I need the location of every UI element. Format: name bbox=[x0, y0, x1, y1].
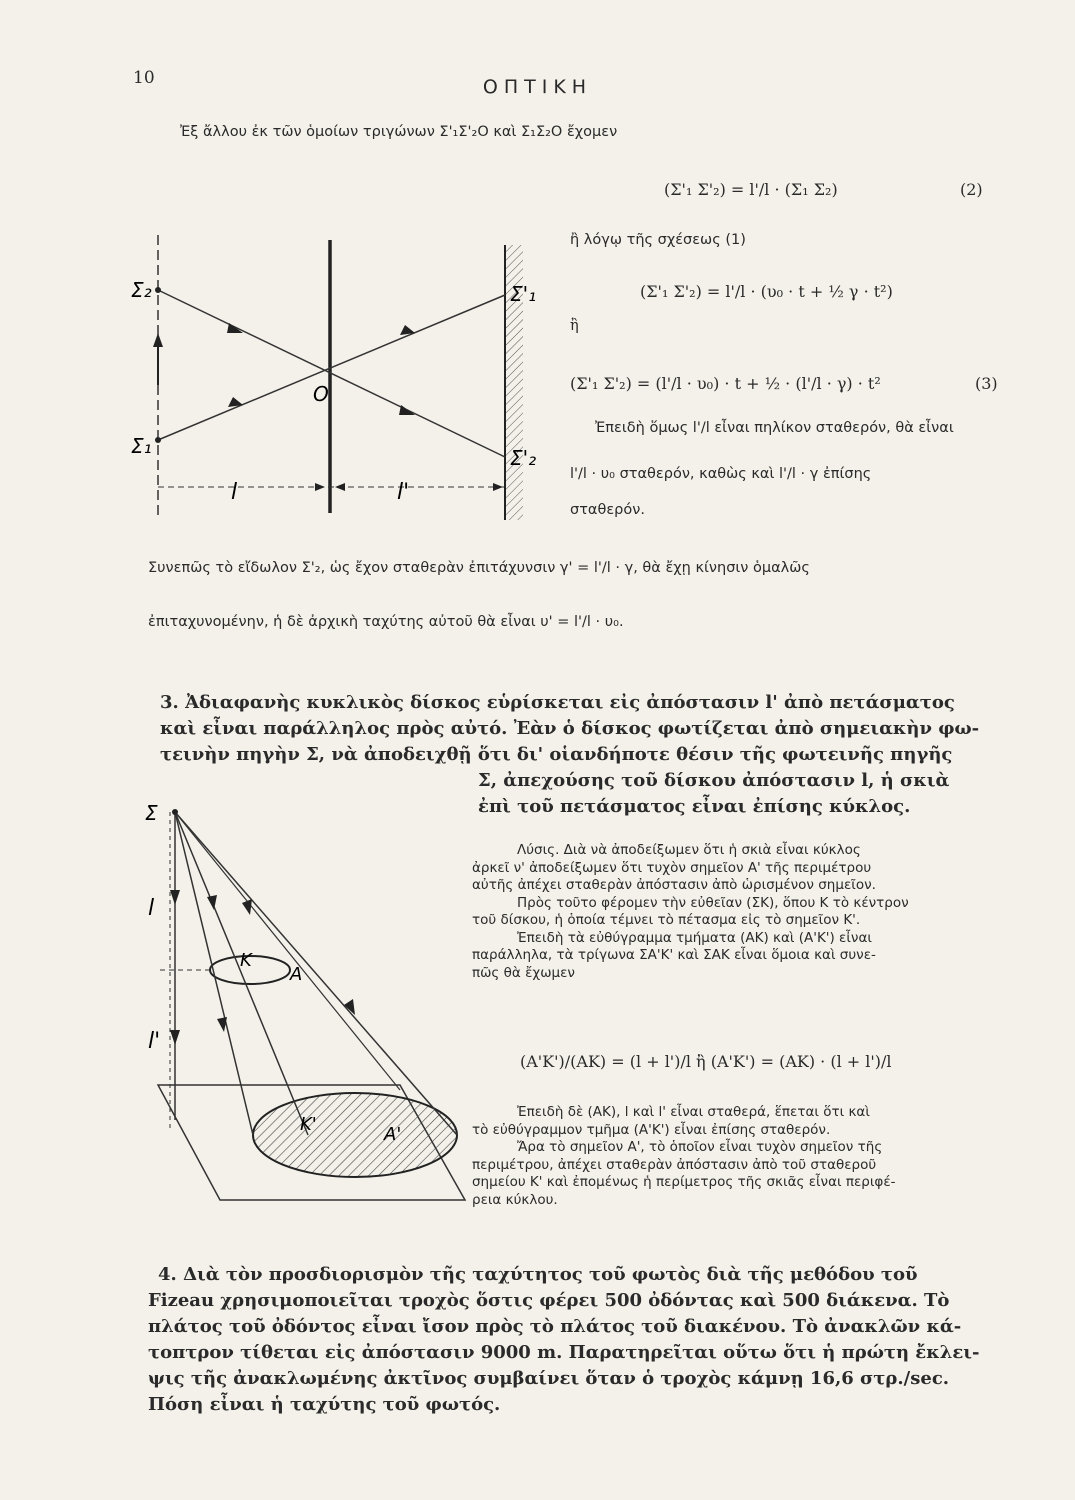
label-l: l bbox=[231, 480, 238, 505]
label-sigma-1-prime: Σ'₁ bbox=[510, 282, 537, 306]
ratio-equation: (Α'Κ')/(ΑΚ) = (l + l')/l ἢ (Α'Κ') = (ΑΚ) · (l + l')/l bbox=[520, 1052, 892, 1071]
equation-3-number: (3) bbox=[975, 374, 998, 393]
ray-right bbox=[175, 812, 457, 1135]
label-source: Σ bbox=[145, 801, 158, 825]
or-word: ἢ bbox=[570, 318, 579, 334]
mirror-figure bbox=[125, 225, 537, 525]
label-A: A bbox=[290, 964, 303, 985]
label-sigma-2-prime: Σ'₂ bbox=[510, 446, 537, 470]
label-distance-l-prime: l' bbox=[148, 1029, 161, 1054]
ray-1-arrow-b bbox=[399, 405, 415, 415]
closing-text: Ἐπειδὴ δὲ (ΑΚ), l καὶ l' εἶναι σταθερά, ἕπεται ὅτι καὶ τὸ εὐθύγραμμον τμῆμα (Α'Κ') εἶναι ἐπίσης σταθερόν. Ἄρα τὸ σημεῖον Α', τὸ ὁποῖον εἶναι τυχὸν σημεῖον τῆς περιμέτρου, ἀπέχει σταθερὰν ἀπόστασιν ἀπὸ τοῦ σταθεροῦ σημείου Κ' καὶ ἐπομένως ἡ περίμετρος τῆς σκιᾶς εἶναι περιφέ- ρεια κύκλου. bbox=[472, 1104, 896, 1208]
label-sigma-1: Σ₁ bbox=[131, 434, 152, 458]
equation-3: (Σ'₁ Σ'₂) = (l'/l · υ₀) · t + ½ · (l'/l · γ) · t² bbox=[570, 374, 881, 393]
constants-line-end: σταθερόν. bbox=[570, 502, 645, 518]
conclusion-line-1: Συνεπῶς τὸ εἴδωλον Σ'₂, ὡς ἔχον σταθερὰν ἐπιτάχυνσιν γ' = l'/l · γ, θὰ ἔχῃ κίνησιν ὁμαλῶς bbox=[148, 560, 810, 576]
label-distance-l: l bbox=[148, 896, 155, 921]
solution-text: Λύσις. Διὰ νὰ ἀποδείξωμεν ὅτι ἡ σκιὰ εἶναι κύκλος ἀρκεῖ ν' ἀποδείξωμεν ὅτι τυχὸν σημεῖον Α' τῆς περιμέτρου αὐτῆς ἀπέχει σταθερὰν ἀπόστασιν ἀπὸ ὡρισμένον σημεῖον. Πρὸς τοῦτο φέρομεν τὴν εὐθεῖαν (ΣΚ), ὅπου Κ τὸ κέντρον τοῦ δίσκου, ἡ ὁποία τέμνει τὸ πέτασμα εἰς τὸ σημεῖον Κ'. Ἐπειδὴ τὰ εὐθύγραμμα τμήματα (ΑΚ) καὶ (Α'Κ') εἶναι παράλληλα, τὰ τρίγωνα ΣΑ'Κ' καὶ ΣΑΚ εἶναι ὅμοια καὶ συνε- πῶς θὰ ἔχωμεν bbox=[472, 842, 909, 981]
ray-1-arrow-a bbox=[227, 323, 243, 333]
shadow-figure bbox=[140, 790, 470, 1240]
via-relation-1: ἢ λόγῳ τῆς σχέσεως (1) bbox=[570, 232, 746, 248]
label-sigma-2: Σ₂ bbox=[131, 278, 152, 302]
intro-line: Ἐξ ἄλλου ἐκ τῶν ὁμοίων τριγώνων Σ'₁Σ'₂Ο καὶ Σ₁Σ₂Ο ἔχομεν bbox=[180, 124, 618, 140]
since-line: Ἐπειδὴ ὅμως l'/l εἶναι πηλίκον σταθερόν, θὰ εἶναι bbox=[595, 420, 954, 436]
problem-3-statement: 3. Ἀδιαφανὴς κυκλικὸς δίσκος εὑρίσκεται εἰς ἀπόστασιν l' ἀπὸ πετάσματος καὶ εἶναι παράλληλος πρὸς αὐτό. Ἐὰν ὁ δίσκος φωτίζεται ἀπὸ σημειακὴν φω- τεινὴν πηγὴν Σ, νὰ ἀποδειχθῇ ὅτι δι' οἱανδήποτε θέσιν τῆς φωτεινῆς πηγῆς Σ, ἀπεχούσης τοῦ δίσκου ἀπόστασιν l, ἡ σκιὰ ἐπὶ τοῦ πετάσματος εἶναι ἐπίσης κύκλος. bbox=[160, 692, 980, 817]
equation-mid: (Σ'₁ Σ'₂) = l'/l · (υ₀ · t + ½ γ · t²) bbox=[640, 282, 893, 301]
label-K-prime: K' bbox=[300, 1114, 317, 1135]
label-K: K bbox=[240, 950, 252, 971]
running-title: ΟΠΤΙΚΗ bbox=[482, 76, 593, 98]
problem-4-number: 4. bbox=[158, 1264, 177, 1285]
equation-2: (Σ'₁ Σ'₂) = l'/l · (Σ₁ Σ₂) bbox=[664, 180, 838, 199]
problem-4-statement: 4. Διὰ τὸν προσδιορισμὸν τῆς ταχύτητος τοῦ φωτὸς διὰ τῆς μεθόδου τοῦ Fizeau χρησιμοποιεῖται τροχὸς ὅστις φέρει 500 ὀδόντας καὶ 500 διάκενα. Τὸ πλάτος τοῦ ὀδόντος εἶναι ἴσον πρὸς τὸ πλάτος τοῦ διακένου. Τὸ ἀνακλῶν κά- τοπτρον τίθεται εἰς ἀπόστασιν 9000 m. Παρατηρεῖται οὕτω ὅτι ἡ πρώτη ἔκλει- ψις τῆς ἀνακλωμένης ἀκτῖνος συμβαίνει ὅταν ὁ τροχὸς κάμνῃ 16,6 στρ./sec. Πόση εἶναι ἡ ταχύτης τοῦ φωτός. bbox=[148, 1264, 980, 1415]
label-O: O bbox=[313, 382, 329, 406]
shadow-ellipse bbox=[253, 1093, 457, 1177]
equation-2-number: (2) bbox=[960, 180, 983, 199]
problem-3-number: 3. bbox=[160, 692, 179, 713]
constants-line: l'/l · υ₀ σταθερόν, καθὼς καὶ l'/l · γ ἐπίσης bbox=[570, 466, 872, 482]
page-number: 10 bbox=[133, 68, 155, 88]
conclusion-line-2: ἐπιταχυνομένην, ἡ δὲ ἀρχικὴ ταχύτης αὐτοῦ θὰ εἶναι υ' = l'/l · υ₀. bbox=[148, 614, 624, 630]
label-A-prime: A' bbox=[384, 1124, 402, 1145]
label-l-prime: l' bbox=[397, 480, 410, 505]
motion-arrowhead bbox=[153, 333, 163, 347]
